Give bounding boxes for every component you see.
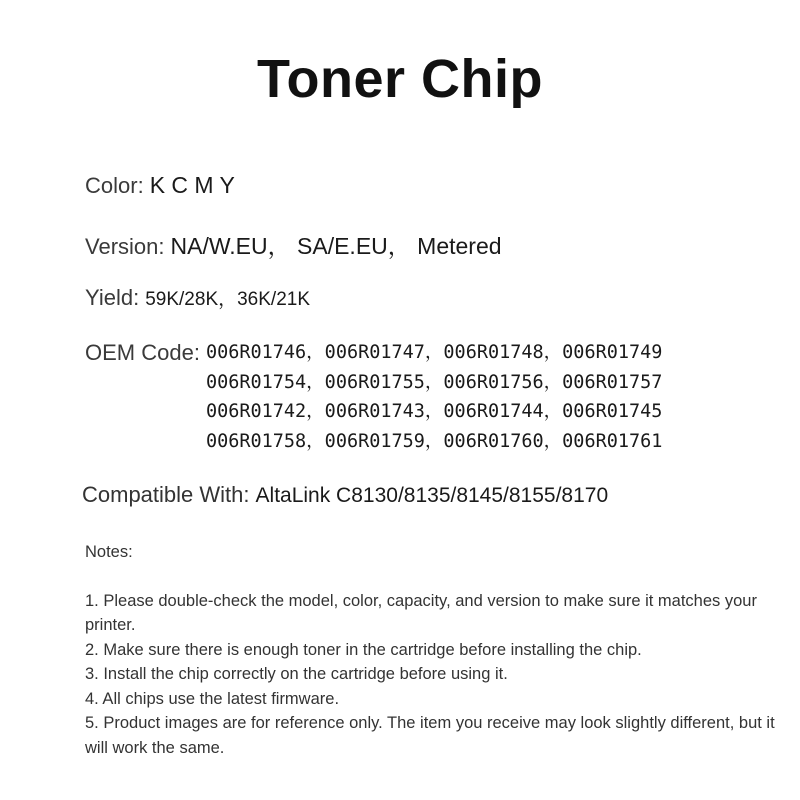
notes-section — [85, 540, 775, 760]
yield-spec — [85, 284, 310, 311]
note-item: 4. All chips use the latest firmware. — [85, 689, 340, 708]
page-title: Toner Chip — [257, 49, 543, 109]
version-label: Version: — [85, 234, 165, 259]
oem-code-line: 006R01746，006R01747，006R01748，006R01749 — [205, 342, 663, 363]
oem-code-label: OEM Code: — [85, 340, 200, 365]
note-item: 2. Make sure there is enough toner in the cartridge before installing the chip. — [85, 640, 642, 659]
oem-code-spec — [85, 341, 662, 459]
compatible-label: Compatible With: — [82, 482, 250, 507]
compatibility-spec — [82, 482, 608, 508]
yield-label: Yield: — [85, 285, 140, 310]
notes-heading: Notes: — [85, 543, 133, 561]
oem-code-line: 006R01742，006R01743，006R01744，006R01745 — [205, 401, 663, 422]
color-label: Color: — [85, 173, 144, 198]
note-item: 5. Product images are for reference only. The item you receive may look slightly different, but it will work the same. — [85, 714, 775, 757]
color-value: K C M Y — [149, 172, 235, 198]
note-item: 1. Please double-check the model, color, capacity, and version to make sure it matches your printer. — [85, 591, 757, 634]
version-value: NA/W.EU， SA/E.EU， Metered — [170, 233, 502, 259]
oem-code-line: 006R01758，006R01759，006R01760，006R01761 — [205, 430, 663, 452]
version-spec — [85, 228, 502, 261]
color-spec — [85, 172, 235, 199]
yield-value: 59K/28K，36K/21K — [145, 289, 311, 310]
note-item: 3. Install the chip correctly on the cartridge before using it. — [85, 665, 508, 683]
oem-code-line: 006R01754，006R01755，006R01756，006R01757 — [205, 371, 663, 393]
oem-code-list — [206, 341, 662, 459]
compatible-value: AltaLink C8130/8135/8145/8155/8170 — [255, 484, 609, 507]
